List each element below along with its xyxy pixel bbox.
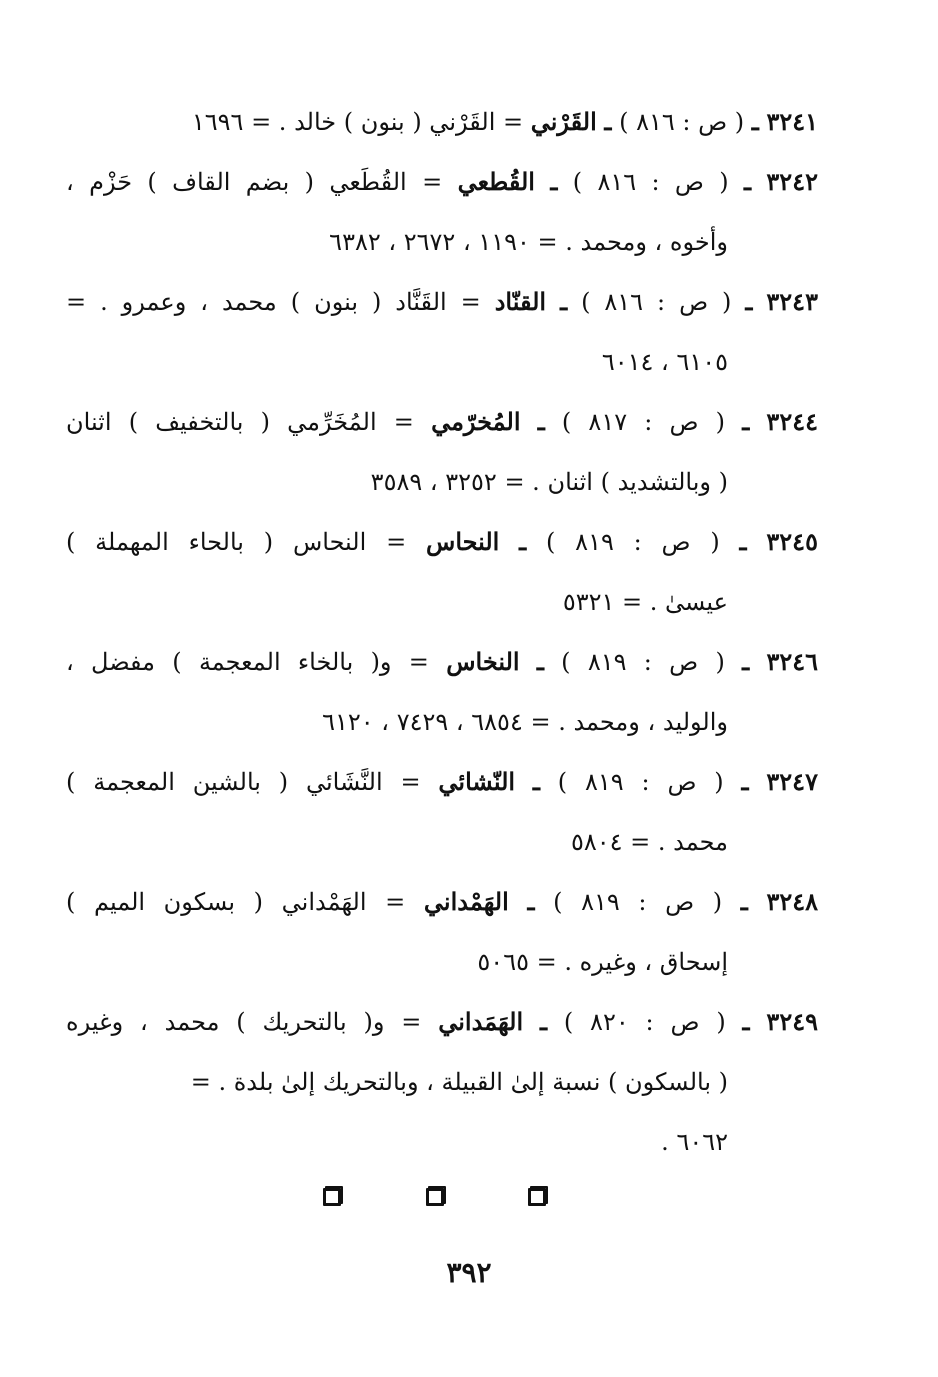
page-ref: ( ص : ٨١٧ ): [561, 408, 726, 436]
entry-3244: [66, 392, 818, 512]
entry-number: ٣٢٤١: [766, 107, 818, 136]
entry-line: ٣٢٤٥ ـ ( ص : ٨١٩ ) ـ النحاس = النحاس ( بالحاء المهملة ): [66, 527, 818, 556]
entry-continuation: ( وبالتشديد ) اثنان . = ٣٢٥٢ ، ٣٥٨٩: [370, 468, 728, 496]
section-divider: [0, 1188, 938, 1218]
entry-3242: [66, 152, 818, 272]
entry-continuation: وأخوه ، ومحمد . = ١١٩٠ ، ٢٦٧٢ ، ٦٣٨٢: [329, 228, 728, 256]
page-ref: ( ص : ٨١٦ ): [572, 168, 729, 196]
entry-text: = و( بالخاء المعجمة ) مفضل ،: [66, 648, 429, 676]
entry-term: القُطعي: [457, 167, 535, 196]
square-ornament-icon: [323, 1188, 341, 1206]
entry-number: ٣٢٤٣: [766, 287, 818, 316]
entry-line: ٣٢٤٨ ـ ( ص : ٨١٩ ) ـ الهَمْداني = الهَمْداني ( بسكون الميم ): [66, 887, 819, 916]
entry-term: النحاس: [426, 527, 500, 556]
entry-term: النّشائي: [438, 767, 516, 796]
entry-continuation: ( بالسكون ) نسبة إلىٰ القبيلة ، وبالتحريك إلىٰ بلدة . =: [190, 1068, 728, 1096]
entry-number: ٣٢٤٧: [766, 767, 818, 796]
entry-text: = القُطَعي ( بضم القاف ) حَزْم ،: [66, 168, 443, 196]
page-ref: ( ص : ٨١٩ ): [553, 888, 723, 916]
entry-continuation: والوليد ، ومحمد . = ٦٨٥٤ ، ٧٤٢٩ ، ٦١٢٠: [322, 708, 728, 736]
page-ref: ( ص : ٨١٦ ): [619, 108, 745, 136]
entry-3247: [66, 752, 818, 872]
entry-continuation: ٦٠٦٢ .: [661, 1128, 728, 1156]
page-number: ٣٩٢: [446, 1256, 492, 1289]
entry-number: ٣٢٤٨: [766, 887, 819, 916]
entry-text: = النَّشَائي ( بالشين المعجمة ): [66, 768, 421, 796]
entry-line: ٣٢٤٦ ـ ( ص : ٨١٩ ) ـ النخاس = و( بالخاء المعجمة ) مفضل ،: [66, 647, 819, 676]
page-ref: ( ص : ٨١٩ ): [557, 768, 724, 796]
entry-continuation: ٦١٠٥ ، ٦٠١٤: [601, 348, 728, 376]
entry-line: ٣٢٤٧ ـ ( ص : ٨١٩ ) ـ النّشائي = النَّشَائي ( بالشين المعجمة ): [66, 767, 818, 796]
entry-line: ٣٢٤٢ ـ ( ص : ٨١٦ ) ـ القُطعي = القُطَعي ( بضم القاف ) حَزْم ،: [66, 167, 818, 196]
entry-3245: [66, 512, 818, 632]
page-ref: ( ص : ٨١٦ ): [581, 288, 732, 316]
entry-3243: [66, 272, 818, 392]
square-ornament-icon: [426, 1188, 444, 1206]
entry-text: = القَنَّاد ( بنون ) محمد ، وعمرو . =: [66, 288, 481, 316]
entry-term: المُخرّمي: [431, 407, 521, 436]
entry-3246: [66, 632, 818, 752]
entry-term: الهَمَداني: [438, 1007, 524, 1036]
page-ref: ( ص : ٨١٩ ): [546, 528, 720, 556]
entry-number: ٣٢٤٦: [766, 647, 819, 676]
entry-term: القَرْني: [530, 107, 597, 136]
entry-number: ٣٢٤٤: [766, 407, 818, 436]
entry-text: = النحاس ( بالحاء المهملة ): [66, 528, 407, 556]
square-ornament-icon: [528, 1188, 546, 1206]
entry-number: ٣٢٤٥: [766, 527, 818, 556]
entry-line: ٣٢٤٩ ـ ( ص : ٨٢٠ ) ـ الهَمَداني = و( بالتحريك ) محمد ، وغيره: [66, 1007, 818, 1036]
entry-text: = و( بالتحريك ) محمد ، وغيره: [66, 1008, 422, 1036]
page-ref: ( ص : ٨٢٠ ): [563, 1008, 726, 1036]
entry-list: [66, 92, 818, 1172]
entry-line: ٣٢٤١ ـ ( ص : ٨١٦ ) ـ القَرْني = القَرْني ( بنون ) خالد . = ١٦٩٦: [191, 107, 818, 136]
entry-number: ٣٢٤٢: [766, 167, 818, 196]
entry-term: الهَمْداني: [423, 887, 509, 916]
entry-term: القنّاد: [494, 287, 547, 316]
entry-text: = الهَمْداني ( بسكون الميم ): [66, 888, 406, 916]
page-ref: ( ص : ٨١٩ ): [561, 648, 725, 676]
entry-continuation: عيسىٰ . = ٥٣٢١: [562, 588, 728, 616]
entry-continuation: محمد . = ٥٨٠٤: [570, 828, 728, 856]
entry-number: ٣٢٤٩: [766, 1007, 818, 1036]
entry-text: = المُخَرِّمي ( بالتخفيف ) اثنان: [66, 408, 414, 436]
entry-3248: [66, 872, 818, 992]
entry-term: النخاس: [446, 647, 520, 676]
entry-line: ٣٢٤٣ ـ ( ص : ٨١٦ ) ـ القنّاد = القَنَّاد ( بنون ) محمد ، وعمرو . =: [66, 287, 818, 316]
entry-3249: [66, 992, 818, 1172]
entry-3241: [66, 92, 818, 152]
entry-continuation: إسحاق ، وغيره . = ٥٠٦٥: [477, 948, 728, 976]
entry-line: ٣٢٤٤ ـ ( ص : ٨١٧ ) ـ المُخرّمي = المُخَرِّمي ( بالتخفيف ) اثنان: [66, 407, 818, 436]
entry-text: = القَرْني ( بنون ) خالد . = ١٦٩٦: [191, 108, 524, 136]
